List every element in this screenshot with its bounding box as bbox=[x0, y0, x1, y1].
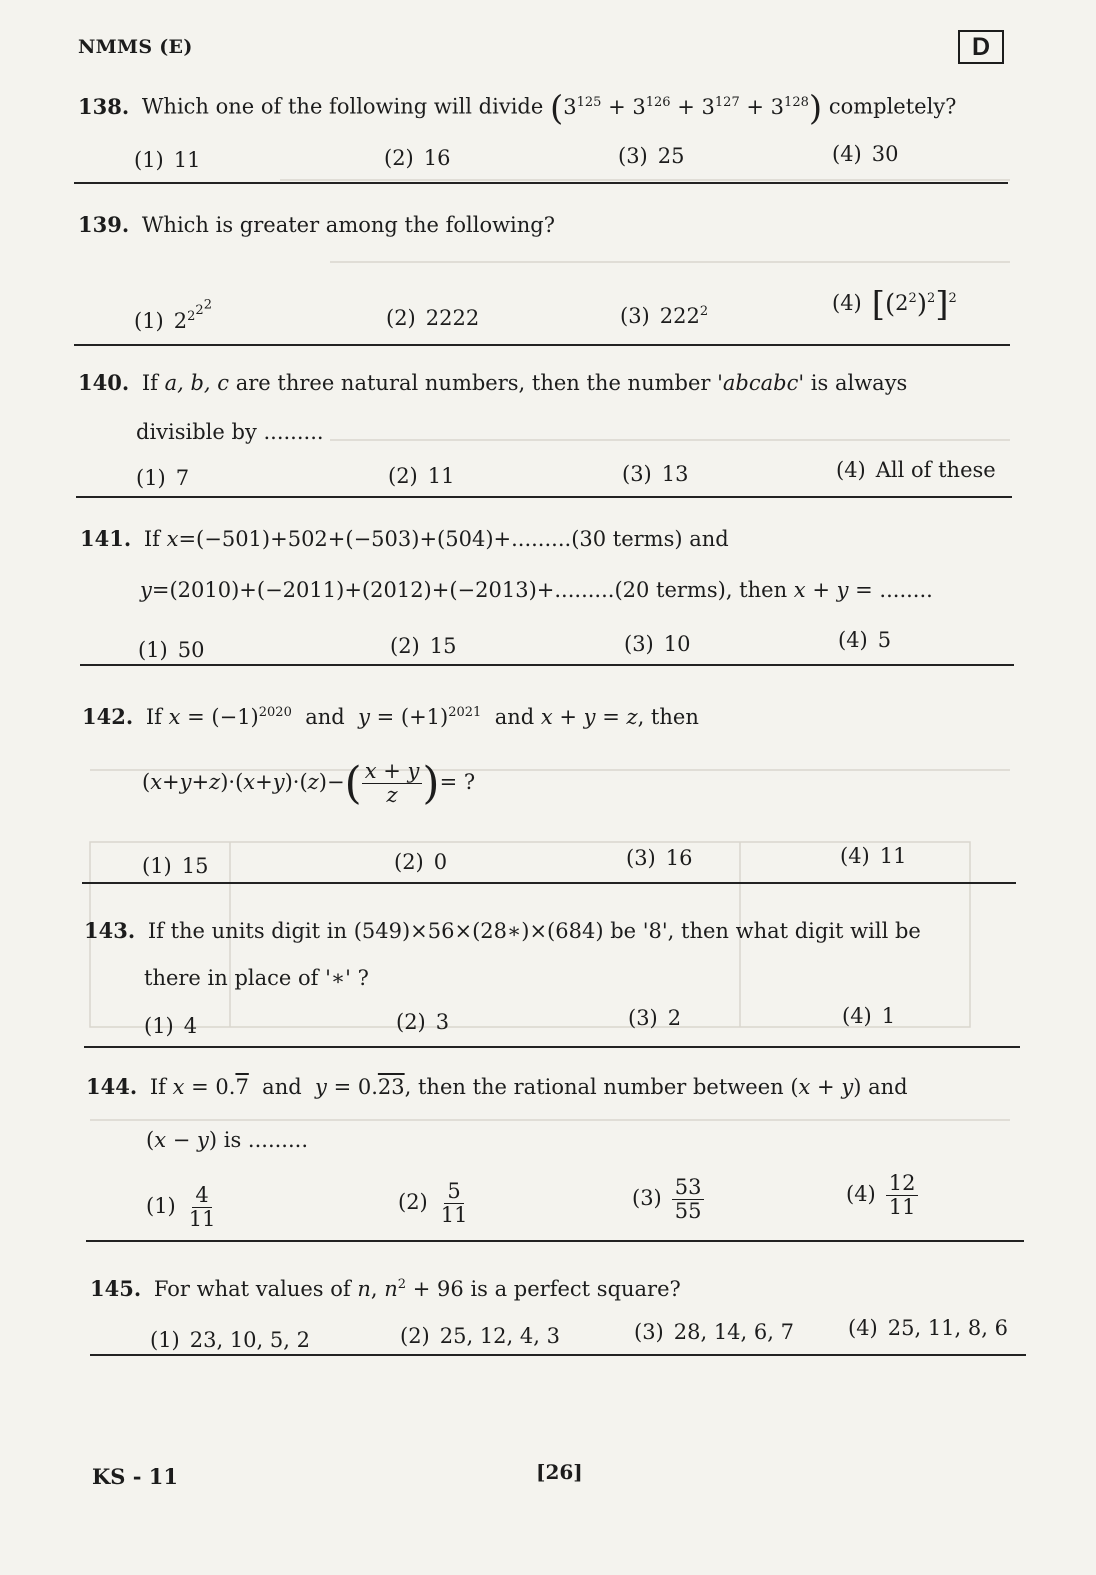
footer-code: KS - 11 bbox=[92, 1464, 178, 1489]
option-3[interactable]: (3) 13 bbox=[622, 462, 689, 486]
option-1[interactable]: (1) 7 bbox=[136, 466, 190, 490]
option-1[interactable]: (1) $2^{2^{2^2}}$ bbox=[134, 298, 212, 333]
option-2[interactable]: (2) 11 bbox=[388, 464, 455, 488]
question-143: 143. If the units digit in (549)×56×(28∗)×(684) be '8', then what digit will be bbox=[84, 918, 921, 943]
option-3[interactable]: (3) $222^2$ bbox=[620, 304, 709, 328]
option-2[interactable]: (2) 0 bbox=[394, 850, 448, 874]
option-1[interactable]: (1) 11 bbox=[134, 148, 201, 172]
question-number: 141. bbox=[80, 526, 132, 551]
question-139 bbox=[78, 212, 555, 237]
option-4[interactable]: (4) All of these bbox=[836, 458, 996, 482]
option-4[interactable]: (4) $[(2^2)^2]^2$ bbox=[832, 284, 957, 324]
option-4[interactable]: (4) 30 bbox=[832, 142, 899, 166]
divider bbox=[90, 1354, 1026, 1356]
option-3[interactable]: (3) 25 bbox=[618, 144, 685, 168]
question-141: 141. If x=(−501)+502+(−503)+(504)+.........(30 terms) and bbox=[80, 526, 729, 551]
question-144-line2: (x − y) is ......... bbox=[146, 1128, 308, 1152]
question-number: 138. bbox=[78, 93, 130, 119]
option-4[interactable]: (4) 11 bbox=[840, 844, 907, 868]
question-144: 144. If x = 0.7 and y = 0.23, then the rational number between (x + y) and bbox=[86, 1074, 908, 1099]
option-2[interactable]: (2) 3 bbox=[396, 1010, 450, 1034]
divider bbox=[84, 1046, 1020, 1048]
divider bbox=[80, 664, 1014, 666]
question-stem: Which is greater among the following? bbox=[141, 213, 556, 237]
option-1[interactable]: (1) $\frac{4}{11}$ bbox=[146, 1183, 216, 1232]
divider bbox=[76, 496, 1012, 498]
option-3[interactable]: (3) 2 bbox=[628, 1006, 682, 1030]
option-2[interactable]: (2) 16 bbox=[384, 146, 451, 170]
option-3[interactable]: (3) 16 bbox=[626, 846, 693, 870]
booklet-set-badge: D bbox=[958, 30, 1004, 64]
question-138 bbox=[78, 88, 956, 128]
page-number: [26] bbox=[536, 1460, 583, 1484]
option-3[interactable]: (3) 28, 14, 6, 7 bbox=[634, 1320, 794, 1344]
divider bbox=[86, 1240, 1024, 1242]
question-number: 139. bbox=[78, 212, 130, 237]
math-expression: $[(2^2)^2]^2$ bbox=[871, 284, 957, 324]
question-143-line2: there in place of '∗' ? bbox=[144, 966, 369, 990]
math-expression: $y = (+1)^{2021}$ bbox=[358, 705, 482, 729]
option-1[interactable]: (1) 4 bbox=[144, 1014, 198, 1038]
math-variables: a, b, c bbox=[164, 371, 230, 395]
math-expression: x = 0.7 bbox=[172, 1075, 249, 1099]
question-140: 140. If a, b, c are three natural numbers, then the number 'abcabc' is always bbox=[78, 370, 908, 395]
math-expression: $(3^{125} + 3^{126} + 3^{127} + 3^{128})$ bbox=[549, 88, 823, 128]
option-2[interactable]: (2) $\frac{5}{11}$ bbox=[398, 1179, 468, 1228]
question-number: 145. bbox=[90, 1276, 142, 1301]
math-expression: $2^{2^{2^2}}$ bbox=[173, 298, 212, 333]
option-4[interactable]: (4) $\frac{12}{11}$ bbox=[846, 1172, 918, 1219]
divider bbox=[82, 882, 1016, 884]
option-4[interactable]: (4) 5 bbox=[838, 628, 892, 652]
option-2[interactable]: (2) 15 bbox=[390, 634, 457, 658]
question-142: 142. If $x = (-1)^{2020}$ and $y = (+1)^{2021}$ and x + y = z, then bbox=[82, 704, 699, 729]
math-expression: $n^2 + 96$ bbox=[384, 1277, 464, 1301]
question-145: 145. For what values of n, $n^2 + 96$ is a perfect square? bbox=[90, 1276, 681, 1301]
math-expression: y = 0.23 bbox=[315, 1075, 405, 1099]
option-1[interactable]: (1) 23, 10, 5, 2 bbox=[150, 1328, 310, 1352]
question-number: 144. bbox=[86, 1074, 138, 1099]
question-number: 142. bbox=[82, 704, 134, 729]
question-number: 143. bbox=[84, 918, 136, 943]
option-4[interactable]: (4) 1 bbox=[842, 1004, 896, 1028]
question-140-line2: divisible by ......... bbox=[136, 420, 324, 444]
option-3[interactable]: (3) 10 bbox=[624, 632, 691, 656]
question-number: 140. bbox=[78, 370, 130, 395]
exam-code-header: NMMS (E) bbox=[78, 36, 193, 58]
question-142-expression bbox=[142, 758, 475, 809]
question-141-line2: y=(2010)+(−2011)+(2012)+(−2013)+.........(20 terms), then x + y = ........ bbox=[140, 578, 933, 602]
option-3[interactable]: (3) $\frac{53}{55}$ bbox=[632, 1176, 704, 1223]
option-1[interactable]: (1) 50 bbox=[138, 638, 205, 662]
question-stem-end: completely? bbox=[828, 94, 957, 119]
option-1[interactable]: (1) 15 bbox=[142, 854, 209, 878]
option-2[interactable]: (2) 2222 bbox=[386, 306, 480, 330]
option-4[interactable]: (4) 25, 11, 8, 6 bbox=[848, 1316, 1008, 1340]
math-expression: (549)×56×(28∗)×(684) bbox=[353, 919, 604, 943]
math-expression: =(2010)+(−2011)+(2012)+(−2013)+.........(20 terms) bbox=[151, 578, 726, 602]
divider bbox=[74, 182, 1008, 184]
math-expression: =(−501)+502+(−503)+(504)+.........(30 terms) bbox=[178, 527, 683, 551]
divider bbox=[74, 344, 1010, 346]
math-expression: $x = (-1)^{2020}$ bbox=[168, 705, 292, 729]
option-2[interactable]: (2) 25, 12, 4, 3 bbox=[400, 1324, 560, 1348]
math-expression: (x+y+z)·(x+y)·(z)−( $\frac{x + y}{z}$ )= ? bbox=[142, 758, 476, 809]
question-stem: Which one of the following will divide bbox=[141, 94, 544, 119]
